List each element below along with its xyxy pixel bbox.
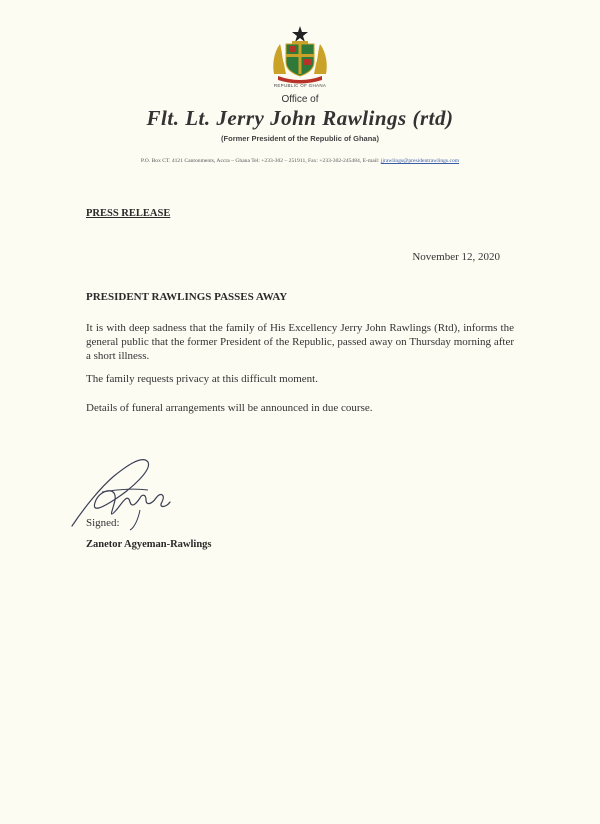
contact-details: P.O. Box CT. 4121 Cantonments, Accra – Ghana Tel: +233-302 – 251911, Fax: +233-302-245484, E-mail: (140, 158, 380, 164)
handwritten-signature-icon (62, 448, 192, 533)
crest-caption: REPUBLIC OF GHANA (273, 83, 327, 88)
body-paragraph: Details of funeral arrangements will be announced in due course. (86, 402, 373, 414)
release-date: November 12, 2020 (412, 251, 500, 263)
body-paragraph: It is with deep sadness that the family of His Excellency Jerry John Rawlings (Rtd), informs the general public that the former President of the Republic, passed away on Thursday morning after a short illness. (86, 322, 514, 362)
contact-email-link[interactable]: jjrawlings@presidentrawlings.com (380, 158, 460, 164)
ghana-coat-of-arms-icon (268, 24, 332, 84)
office-subtitle: (Former President of the Republic of Ghana) (221, 134, 379, 143)
signatory-name: Zanetor Agyeman-Rawlings (86, 539, 212, 550)
release-headline: PRESIDENT RAWLINGS PASSES AWAY (86, 291, 288, 303)
body-paragraph: The family requests privacy at this difficult moment. (86, 373, 318, 385)
contact-line (0, 158, 600, 164)
office-of-label: Office of (281, 94, 319, 105)
signed-label: Signed: (86, 517, 120, 529)
office-holder-name: Flt. Lt. Jerry John Rawlings (rtd) (146, 106, 454, 130)
press-release-label: PRESS RELEASE (86, 208, 171, 219)
